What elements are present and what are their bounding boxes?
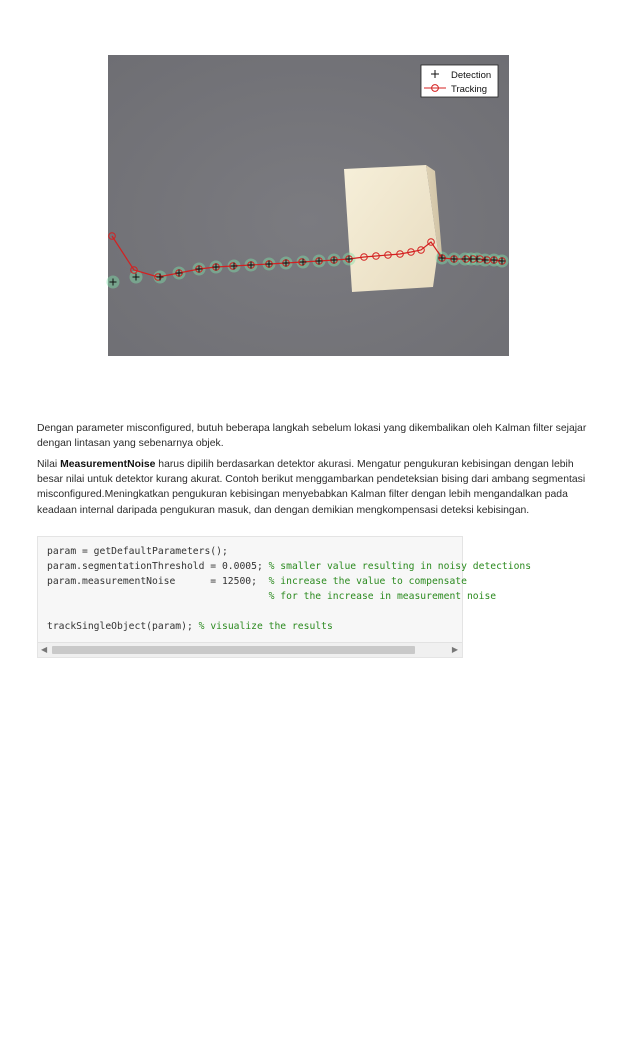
code-line-3-comment: % increase the value to compensate — [268, 576, 467, 587]
code-line-2-comment: % smaller value resulting in noisy detections — [268, 561, 532, 572]
measurement-noise-term: MeasurementNoise — [60, 459, 156, 470]
box-front-face — [344, 165, 438, 292]
legend-detection-label: Detection — [451, 70, 492, 81]
video-frame-background — [108, 55, 509, 356]
legend-tracking-label: Tracking — [451, 84, 488, 95]
code-line-5-code: trackSingleObject(param); — [47, 621, 199, 632]
paragraph-measurement-noise — [37, 457, 600, 518]
scroll-left-arrow-icon[interactable]: ◀ — [41, 645, 48, 654]
code-line-2 — [47, 561, 531, 572]
legend — [421, 65, 498, 97]
scrollbar-thumb[interactable] — [52, 646, 415, 654]
code-line-3 — [47, 576, 467, 587]
code-line-3-code: param.measurementNoise = 12500; — [47, 576, 269, 587]
code-line-4-comment: % for the increase in measurement noise — [268, 591, 497, 602]
paragraph2-prefix: Nilai — [37, 459, 61, 470]
horizontal-scrollbar[interactable] — [38, 642, 462, 657]
code-line-2-code: param.segmentationThreshold = 0.0005; — [47, 561, 269, 572]
tracking-figure — [108, 55, 509, 356]
tracking-figure-svg — [108, 55, 509, 356]
code-text[interactable] — [38, 537, 532, 634]
code-line-4-indent — [47, 591, 269, 602]
paragraph2-suffix: harus dipilih berdasarkan detektor akurasi. Mengatur pengukuran kebisingan dengan lebih besar nilai untuk detektor kurang akurat. Contoh berikut menggambarkan pendeteksian bising dari ambang segmentasi misconfigured.Meningkatkan pengukuran kebisingan menyebabkan Kalman filter dengan lebih mengandalkan pada keadaan internal daripada pengukuran masuk, dan dengan demikian mengkompensasi deteksi kebisingan. — [37, 459, 586, 516]
code-line-1: param = getDefaultParameters(); — [47, 546, 228, 557]
code-line-5-comment: % visualize the results — [198, 621, 333, 632]
code-line-5 — [47, 621, 333, 632]
scroll-right-arrow-icon[interactable]: ▶ — [451, 645, 458, 654]
code-block[interactable] — [37, 536, 532, 658]
code-line-4 — [47, 591, 496, 602]
paragraph-misconfigured: Dengan parameter misconfigured, butuh beberapa langkah sebelum lokasi yang dikembalikan oleh Kalman filter sejajar dengan lintasan yang sebenarnya objek. — [37, 423, 587, 450]
